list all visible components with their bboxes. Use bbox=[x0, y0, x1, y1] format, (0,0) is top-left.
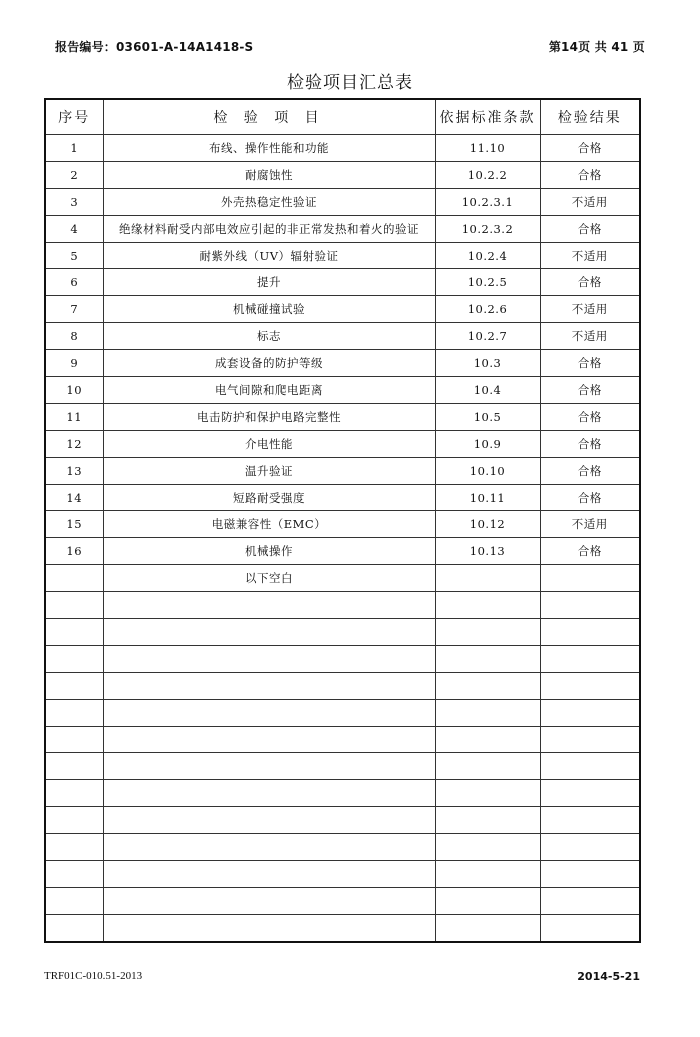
cell-clause: 10.13 bbox=[435, 538, 540, 565]
cell-clause: 10.4 bbox=[435, 377, 540, 404]
cell-result: 合格 bbox=[540, 135, 640, 162]
form-number: TRF01C-010.51-2013 bbox=[44, 970, 143, 982]
cell-item bbox=[103, 592, 435, 619]
cell-item bbox=[103, 753, 435, 780]
cell-item: 短路耐受强度 bbox=[103, 484, 435, 511]
table-row bbox=[45, 323, 640, 350]
table-row bbox=[45, 538, 640, 565]
cell-no bbox=[45, 807, 103, 834]
table-row bbox=[45, 403, 640, 430]
cell-clause bbox=[435, 914, 540, 941]
cell-clause bbox=[435, 565, 540, 592]
cell-result bbox=[540, 861, 640, 888]
cell-no: 15 bbox=[45, 511, 103, 538]
cell-result: 合格 bbox=[540, 538, 640, 565]
cell-result: 合格 bbox=[540, 377, 640, 404]
cell-clause bbox=[435, 619, 540, 646]
cell-result: 合格 bbox=[540, 350, 640, 377]
table-row bbox=[45, 242, 640, 269]
table-row bbox=[45, 350, 640, 377]
cell-result: 不适用 bbox=[540, 511, 640, 538]
cell-result bbox=[540, 619, 640, 646]
cell-no bbox=[45, 565, 103, 592]
cell-no: 11 bbox=[45, 403, 103, 430]
cell-result bbox=[540, 592, 640, 619]
cell-result bbox=[540, 887, 640, 914]
cell-clause bbox=[435, 780, 540, 807]
cell-no: 4 bbox=[45, 215, 103, 242]
inspection-summary-table bbox=[44, 98, 641, 943]
cell-result: 不适用 bbox=[540, 242, 640, 269]
cell-no: 7 bbox=[45, 296, 103, 323]
table-row-blank bbox=[45, 619, 640, 646]
cell-item bbox=[103, 780, 435, 807]
cell-no: 14 bbox=[45, 484, 103, 511]
cell-no: 2 bbox=[45, 161, 103, 188]
cell-result: 合格 bbox=[540, 457, 640, 484]
cell-item bbox=[103, 807, 435, 834]
table-row-blank bbox=[45, 672, 640, 699]
cell-result bbox=[540, 780, 640, 807]
cell-item bbox=[103, 914, 435, 941]
cell-clause: 10.2.6 bbox=[435, 296, 540, 323]
table-row-blank bbox=[45, 645, 640, 672]
cell-item: 绝缘材料耐受内部电效应引起的非正常发热和着火的验证 bbox=[103, 215, 435, 242]
cell-item: 布线、操作性能和功能 bbox=[103, 135, 435, 162]
cell-result: 不适用 bbox=[540, 188, 640, 215]
table-row bbox=[45, 135, 640, 162]
cell-item: 电气间隙和爬电距离 bbox=[103, 377, 435, 404]
page-title: 检验项目汇总表 bbox=[287, 73, 413, 93]
cell-result: 合格 bbox=[540, 269, 640, 296]
cell-clause: 10.2.3.2 bbox=[435, 215, 540, 242]
cell-item: 介电性能 bbox=[103, 430, 435, 457]
cell-item bbox=[103, 672, 435, 699]
cell-clause bbox=[435, 887, 540, 914]
cell-clause: 10.10 bbox=[435, 457, 540, 484]
cell-item bbox=[103, 861, 435, 888]
cell-item bbox=[103, 726, 435, 753]
cell-clause bbox=[435, 726, 540, 753]
cell-clause bbox=[435, 834, 540, 861]
cell-no: 8 bbox=[45, 323, 103, 350]
table-header-row bbox=[45, 99, 640, 135]
table-row-blank bbox=[45, 887, 640, 914]
report-date: 2014-5-21 bbox=[577, 970, 640, 983]
cell-clause: 10.9 bbox=[435, 430, 540, 457]
cell-clause: 10.2.3.1 bbox=[435, 188, 540, 215]
cell-clause: 10.2.5 bbox=[435, 269, 540, 296]
cell-item: 耐紫外线（UV）辐射验证 bbox=[103, 242, 435, 269]
cell-no bbox=[45, 861, 103, 888]
cell-item bbox=[103, 699, 435, 726]
cell-result bbox=[540, 672, 640, 699]
cell-item: 以下空白 bbox=[103, 565, 435, 592]
cell-item bbox=[103, 645, 435, 672]
cell-result: 不适用 bbox=[540, 296, 640, 323]
cell-clause: 10.5 bbox=[435, 403, 540, 430]
cell-item: 机械碰撞试验 bbox=[103, 296, 435, 323]
cell-clause bbox=[435, 861, 540, 888]
table-body bbox=[45, 135, 640, 942]
cell-result: 合格 bbox=[540, 430, 640, 457]
cell-no: 6 bbox=[45, 269, 103, 296]
column-header-clause: 依据标准条款 bbox=[435, 99, 540, 135]
cell-no bbox=[45, 834, 103, 861]
cell-no bbox=[45, 887, 103, 914]
cell-no bbox=[45, 914, 103, 941]
page-indicator: 第14页 共 41 页 bbox=[548, 40, 645, 54]
table-row-blank bbox=[45, 699, 640, 726]
column-header-item: 检 验 项 目 bbox=[103, 99, 435, 135]
cell-clause bbox=[435, 592, 540, 619]
cell-clause bbox=[435, 645, 540, 672]
cell-item: 提升 bbox=[103, 269, 435, 296]
cell-result: 不适用 bbox=[540, 323, 640, 350]
table-row-blank bbox=[45, 914, 640, 941]
cell-no: 3 bbox=[45, 188, 103, 215]
cell-no bbox=[45, 726, 103, 753]
cell-clause: 10.3 bbox=[435, 350, 540, 377]
table-row bbox=[45, 565, 640, 592]
table-row-blank bbox=[45, 780, 640, 807]
cell-no bbox=[45, 753, 103, 780]
cell-no bbox=[45, 619, 103, 646]
table-row-blank bbox=[45, 592, 640, 619]
cell-item: 标志 bbox=[103, 323, 435, 350]
table-row bbox=[45, 430, 640, 457]
cell-result bbox=[540, 753, 640, 780]
table-row bbox=[45, 215, 640, 242]
cell-result: 合格 bbox=[540, 484, 640, 511]
table-row bbox=[45, 269, 640, 296]
cell-no: 16 bbox=[45, 538, 103, 565]
cell-no bbox=[45, 592, 103, 619]
cell-no: 9 bbox=[45, 350, 103, 377]
table-row bbox=[45, 188, 640, 215]
cell-no: 5 bbox=[45, 242, 103, 269]
column-header-no: 序号 bbox=[45, 99, 103, 135]
cell-clause: 10.11 bbox=[435, 484, 540, 511]
cell-item: 机械操作 bbox=[103, 538, 435, 565]
cell-result: 合格 bbox=[540, 215, 640, 242]
cell-no: 1 bbox=[45, 135, 103, 162]
cell-no bbox=[45, 672, 103, 699]
table-row-blank bbox=[45, 861, 640, 888]
cell-clause bbox=[435, 672, 540, 699]
cell-result bbox=[540, 726, 640, 753]
cell-item bbox=[103, 619, 435, 646]
cell-item: 耐腐蚀性 bbox=[103, 161, 435, 188]
table-row-blank bbox=[45, 834, 640, 861]
table-row bbox=[45, 296, 640, 323]
cell-result bbox=[540, 834, 640, 861]
cell-item: 外壳热稳定性验证 bbox=[103, 188, 435, 215]
cell-clause: 10.2.4 bbox=[435, 242, 540, 269]
cell-item: 电磁兼容性（EMC） bbox=[103, 511, 435, 538]
cell-clause bbox=[435, 753, 540, 780]
cell-result bbox=[540, 645, 640, 672]
cell-no: 10 bbox=[45, 377, 103, 404]
table-row-blank bbox=[45, 726, 640, 753]
cell-item: 温升验证 bbox=[103, 457, 435, 484]
cell-no: 12 bbox=[45, 430, 103, 457]
cell-result: 合格 bbox=[540, 403, 640, 430]
cell-item bbox=[103, 834, 435, 861]
cell-no bbox=[45, 645, 103, 672]
cell-clause: 10.2.7 bbox=[435, 323, 540, 350]
cell-result bbox=[540, 699, 640, 726]
cell-clause bbox=[435, 699, 540, 726]
cell-item bbox=[103, 887, 435, 914]
table-row bbox=[45, 484, 640, 511]
cell-result bbox=[540, 914, 640, 941]
cell-no bbox=[45, 780, 103, 807]
cell-clause bbox=[435, 807, 540, 834]
column-header-result: 检验结果 bbox=[540, 99, 640, 135]
table-row bbox=[45, 511, 640, 538]
cell-item: 电击防护和保护电路完整性 bbox=[103, 403, 435, 430]
table-row-blank bbox=[45, 753, 640, 780]
table-row-blank bbox=[45, 807, 640, 834]
table-row bbox=[45, 377, 640, 404]
cell-clause: 10.2.2 bbox=[435, 161, 540, 188]
cell-result: 合格 bbox=[540, 161, 640, 188]
cell-clause: 11.10 bbox=[435, 135, 540, 162]
table-row bbox=[45, 161, 640, 188]
cell-no: 13 bbox=[45, 457, 103, 484]
cell-no bbox=[45, 699, 103, 726]
cell-result bbox=[540, 807, 640, 834]
table-row bbox=[45, 457, 640, 484]
report-number: 报告编号：03601-A-14A1418-S bbox=[55, 40, 254, 54]
cell-item: 成套设备的防护等级 bbox=[103, 350, 435, 377]
cell-clause: 10.12 bbox=[435, 511, 540, 538]
cell-result bbox=[540, 565, 640, 592]
